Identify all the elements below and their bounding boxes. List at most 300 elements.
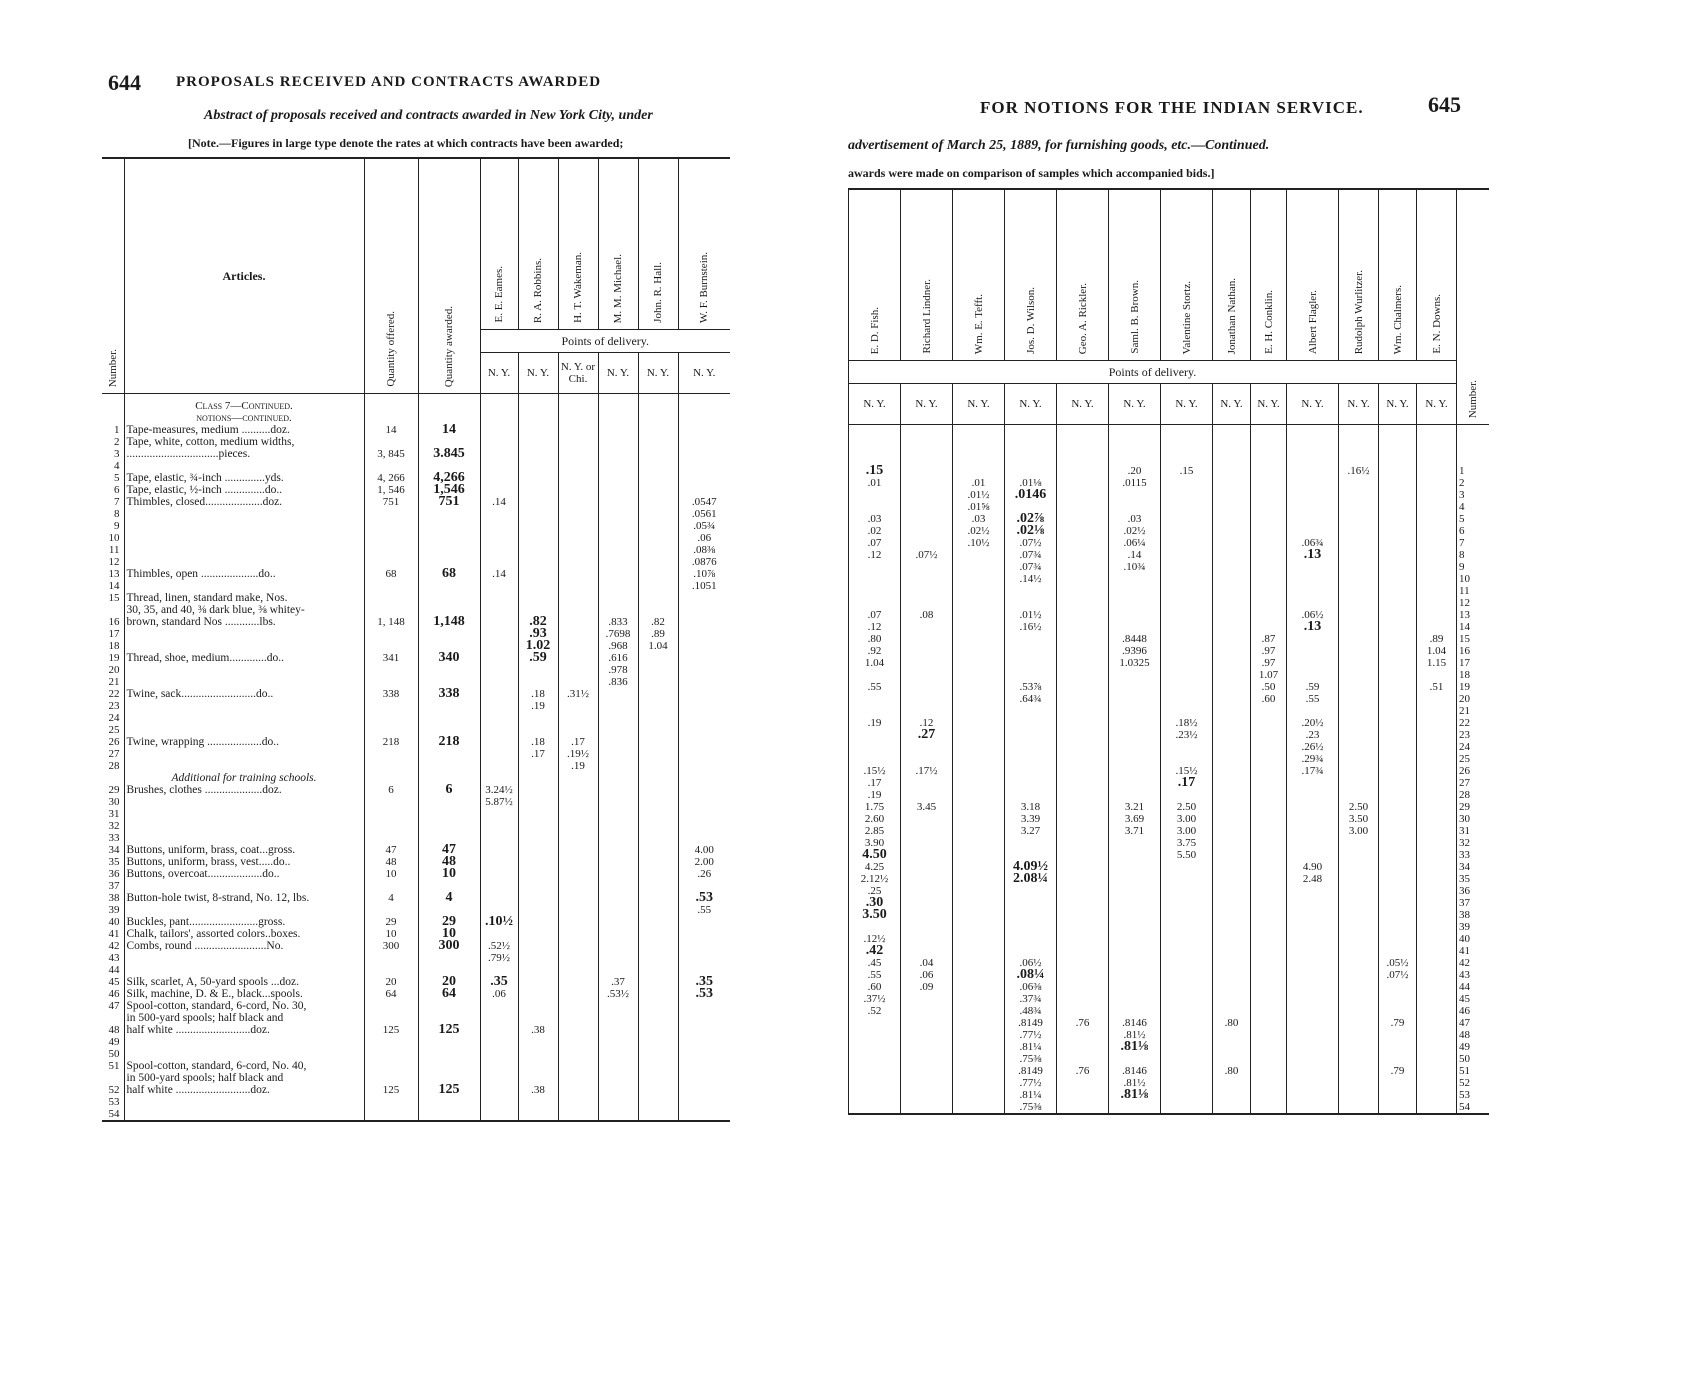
bid-cell: 3.27 <box>1005 825 1057 837</box>
bid-cell: .55 <box>849 681 901 693</box>
bid-cell <box>480 1096 518 1108</box>
bid-cell <box>558 868 598 880</box>
bid-cell <box>1057 609 1109 621</box>
article-name: Twine, wrapping ...................do.. <box>124 736 364 748</box>
table-row <box>102 964 730 976</box>
bid-cell <box>1251 513 1287 525</box>
bid-cell <box>1057 597 1109 609</box>
quantity-offered: 10 <box>364 928 418 940</box>
quantity-offered <box>364 604 418 616</box>
bid-cell <box>518 676 558 688</box>
bid-cell: .10½ <box>480 916 518 928</box>
row-number: 1 <box>102 424 124 436</box>
quantity-offered <box>364 640 418 652</box>
row-number: 15 <box>1457 633 1489 645</box>
bid-cell <box>1213 1077 1251 1089</box>
row-number: 9 <box>102 520 124 532</box>
table-row <box>849 873 1489 885</box>
bid-cell <box>953 753 1005 765</box>
bid-cell: 3.50 <box>1339 813 1379 825</box>
article-name <box>124 760 364 772</box>
bid-cell <box>849 669 901 681</box>
quantity-awarded <box>418 580 480 592</box>
bid-cell <box>678 1108 730 1121</box>
bid-cell <box>1417 957 1457 969</box>
bid-cell: .01½ <box>953 489 1005 501</box>
bid-cell: .14 <box>1109 549 1161 561</box>
bid-cell <box>1417 909 1457 921</box>
bid-cell: .08⅜ <box>678 544 730 556</box>
bid-cell <box>1339 585 1379 597</box>
row-number: 39 <box>1457 921 1489 933</box>
bid-cell <box>1379 777 1417 789</box>
bid-cell <box>518 724 558 736</box>
table-row <box>102 724 730 736</box>
bid-cell <box>638 1036 678 1048</box>
article-name: Button-hole twist, 8-strand, No. 12, lbs. <box>124 892 364 904</box>
row-number: 19 <box>1457 681 1489 693</box>
bid-cell <box>901 681 953 693</box>
bid-cell <box>1379 837 1417 849</box>
bid-cell <box>480 880 518 892</box>
bid-cell <box>1251 873 1287 885</box>
bid-cell <box>1287 957 1339 969</box>
row-number: 25 <box>1457 753 1489 765</box>
quantity-awarded: 68 <box>418 568 480 580</box>
bid-cell <box>901 1017 953 1029</box>
row-number: 28 <box>1457 789 1489 801</box>
row-number: 51 <box>1457 1065 1489 1077</box>
quantity-offered: 4, 266 <box>364 472 418 484</box>
bid-cell <box>953 981 1005 993</box>
bid-cell: .15½ <box>849 765 901 777</box>
table-row <box>849 933 1489 945</box>
row-number: 52 <box>1457 1077 1489 1089</box>
bid-cell <box>1339 993 1379 1005</box>
bid-cell <box>518 532 558 544</box>
bid-cell <box>678 676 730 688</box>
table-row <box>849 669 1489 681</box>
bid-cell <box>1057 885 1109 897</box>
bid-cell: .80 <box>1213 1065 1251 1077</box>
number-header: Number. <box>1457 189 1489 425</box>
bid-cell <box>1379 897 1417 909</box>
bidder-header: W. F. Burnstein. <box>678 158 730 330</box>
bid-cell <box>901 657 953 669</box>
bid-cell: .64¾ <box>1005 693 1057 705</box>
bid-cell <box>1161 537 1213 549</box>
table-row <box>102 664 730 676</box>
bid-cell <box>901 705 953 717</box>
bid-cell: .0876 <box>678 556 730 568</box>
table-row <box>102 868 730 880</box>
article-name <box>124 1096 364 1108</box>
bid-cell <box>1287 969 1339 981</box>
delivery-point-header: N. Y. <box>1005 384 1057 425</box>
bid-cell <box>518 484 558 496</box>
quantity-awarded: 10 <box>418 868 480 880</box>
bid-cell <box>953 945 1005 957</box>
table-row <box>849 597 1489 609</box>
bid-cell <box>1109 957 1161 969</box>
bid-cell <box>518 760 558 772</box>
table-row <box>849 501 1489 513</box>
bid-cell <box>1109 885 1161 897</box>
bid-cell <box>1417 801 1457 813</box>
bid-cell <box>1339 1041 1379 1053</box>
article-name: ................................pieces. <box>124 448 364 460</box>
bid-cell <box>1417 981 1457 993</box>
note: [Note.—Figures in large type denote the rates at which contracts have been awarded; <box>188 136 624 150</box>
bid-cell <box>1379 789 1417 801</box>
quantity-offered: 338 <box>364 688 418 700</box>
bid-cell <box>953 1029 1005 1041</box>
bid-cell <box>598 1108 638 1121</box>
bid-cell <box>1339 477 1379 489</box>
bid-cell <box>1287 705 1339 717</box>
quantity-awarded: 300 <box>418 940 480 952</box>
bid-cell: .52½ <box>480 940 518 952</box>
row-number: 40 <box>1457 933 1489 945</box>
bid-cell <box>1213 993 1251 1005</box>
bid-cell <box>1057 777 1109 789</box>
bid-cell: .79 <box>1379 1017 1417 1029</box>
table-row <box>849 945 1489 957</box>
bid-cell <box>901 741 953 753</box>
bid-cell: .12 <box>849 621 901 633</box>
bid-cell: 3.75 <box>1161 837 1213 849</box>
bid-cell <box>1287 1005 1339 1017</box>
row-number: 32 <box>1457 837 1489 849</box>
bid-cell <box>1339 693 1379 705</box>
bid-cell <box>1109 981 1161 993</box>
row-number: 26 <box>1457 765 1489 777</box>
bid-cell <box>518 964 558 976</box>
bid-cell <box>1213 729 1251 741</box>
row-number: 6 <box>102 484 124 496</box>
bid-cell <box>1339 933 1379 945</box>
bid-cell <box>1287 801 1339 813</box>
bid-cell: .29¾ <box>1287 753 1339 765</box>
table-row <box>102 1084 730 1096</box>
subtitle: Abstract of proposals received and contracts awarded in New York City, under <box>204 108 653 123</box>
bid-cell <box>1379 597 1417 609</box>
bid-cell <box>638 664 678 676</box>
row-number: 45 <box>1457 993 1489 1005</box>
bid-cell: 3.00 <box>1161 825 1213 837</box>
bidder-header: Wm. Chalmers. <box>1379 189 1417 361</box>
bid-cell <box>558 808 598 820</box>
quantity-awarded: 47 <box>418 844 480 856</box>
table-row <box>849 1029 1489 1041</box>
table-row <box>102 1096 730 1108</box>
bid-cell <box>1339 861 1379 873</box>
delivery-point-header: N. Y. or Chi. <box>558 353 598 394</box>
bid-cell <box>480 424 518 436</box>
bid-cell <box>1287 921 1339 933</box>
quantity-awarded <box>418 592 480 604</box>
bid-cell <box>518 988 558 1000</box>
quantity-offered <box>364 964 418 976</box>
bid-cell <box>678 640 730 652</box>
bid-cell: .25 <box>849 885 901 897</box>
table-row <box>102 640 730 652</box>
bid-cell: .35 <box>480 976 518 988</box>
bid-cell <box>1057 657 1109 669</box>
bid-cell <box>901 789 953 801</box>
article-name: in 500-yard spools; half black and <box>124 1072 364 1084</box>
article-name <box>124 556 364 568</box>
bid-cell <box>1213 693 1251 705</box>
table-row <box>849 993 1489 1005</box>
row-number: 21 <box>1457 705 1489 717</box>
bid-cell: 5.87½ <box>480 796 518 808</box>
bid-cell <box>598 856 638 868</box>
bid-cell <box>1213 465 1251 477</box>
bid-cell: 1.02 <box>518 640 558 652</box>
bid-cell <box>638 844 678 856</box>
bid-cell: .03 <box>953 513 1005 525</box>
table-row <box>849 477 1489 489</box>
bid-cell <box>1213 633 1251 645</box>
table-row <box>102 820 730 832</box>
quantity-offered <box>364 832 418 844</box>
bid-cell <box>678 436 730 448</box>
bid-cell <box>480 604 518 616</box>
bid-cell: .79 <box>1379 1065 1417 1077</box>
bid-cell <box>953 465 1005 477</box>
bid-cell <box>953 705 1005 717</box>
quantity-offered <box>364 952 418 964</box>
bid-cell <box>1251 909 1287 921</box>
bid-cell <box>1057 561 1109 573</box>
bid-cell: .08 <box>901 609 953 621</box>
bid-cell: 4.25 <box>849 861 901 873</box>
bid-cell <box>638 760 678 772</box>
bid-cell <box>1161 993 1213 1005</box>
bid-cell <box>1161 681 1213 693</box>
bid-cell <box>638 904 678 916</box>
bidder-header: Rudolph Wurlitzer. <box>1339 189 1379 361</box>
row-number: 7 <box>1457 537 1489 549</box>
bid-cell: .30 <box>849 897 901 909</box>
bid-cell <box>678 1024 730 1036</box>
bid-cell <box>1251 729 1287 741</box>
article-name <box>124 676 364 688</box>
row-number: 43 <box>1457 969 1489 981</box>
bid-cell: .81⅛ <box>1109 1041 1161 1053</box>
bid-cell <box>558 1096 598 1108</box>
bid-cell <box>1213 657 1251 669</box>
bid-cell <box>1339 669 1379 681</box>
bid-cell <box>1339 573 1379 585</box>
quantity-offered <box>364 796 418 808</box>
bid-cell <box>1339 765 1379 777</box>
bid-cell <box>1417 561 1457 573</box>
bid-cell <box>1287 909 1339 921</box>
bid-cell <box>558 460 598 472</box>
bid-cell <box>1339 561 1379 573</box>
bid-cell: 2.08¼ <box>1005 873 1057 885</box>
bid-cell <box>1161 585 1213 597</box>
table-row <box>849 1041 1489 1053</box>
delivery-point-header: N. Y. <box>1251 384 1287 425</box>
bid-cell <box>1213 777 1251 789</box>
bid-cell <box>1287 1053 1339 1065</box>
quantity-awarded: 4 <box>418 892 480 904</box>
bid-cell <box>480 820 518 832</box>
table-row <box>849 921 1489 933</box>
bid-cell <box>1109 945 1161 957</box>
bid-cell <box>678 628 730 640</box>
bid-cell: .81¼ <box>1005 1041 1057 1053</box>
bid-cell <box>598 712 638 724</box>
bid-cell <box>480 1012 518 1024</box>
bid-cell <box>1379 1077 1417 1089</box>
quantity-offered <box>364 628 418 640</box>
bid-cell <box>1417 933 1457 945</box>
bid-cell <box>1161 1041 1213 1053</box>
article-name <box>124 544 364 556</box>
row-number: 12 <box>102 556 124 568</box>
bid-cell <box>953 585 1005 597</box>
bid-cell <box>901 1005 953 1017</box>
bid-cell <box>1251 897 1287 909</box>
bid-cell: .60 <box>849 981 901 993</box>
bid-cell <box>598 808 638 820</box>
bid-cell <box>1109 849 1161 861</box>
bid-cell <box>678 1060 730 1072</box>
bid-cell: .10½ <box>953 537 1005 549</box>
bid-cell <box>480 1108 518 1121</box>
bid-cell <box>1339 789 1379 801</box>
delivery-point-header: N. Y. <box>1213 384 1251 425</box>
bid-cell <box>518 952 558 964</box>
table-row <box>849 909 1489 921</box>
bid-cell <box>1287 933 1339 945</box>
bid-cell <box>1109 789 1161 801</box>
bid-cell: 3.24½ <box>480 784 518 796</box>
bid-cell <box>638 772 678 784</box>
bid-cell: 2.12½ <box>849 873 901 885</box>
row-number: 34 <box>1457 861 1489 873</box>
bid-cell <box>1213 1053 1251 1065</box>
quantity-offered <box>364 592 418 604</box>
bid-cell: .8149 <box>1005 1065 1057 1077</box>
bid-cell: .89 <box>1417 633 1457 645</box>
bid-cell <box>1417 549 1457 561</box>
bid-cell <box>1161 909 1213 921</box>
bid-cell <box>480 1072 518 1084</box>
row-number: 23 <box>102 700 124 712</box>
article-name <box>124 820 364 832</box>
quantity-offered: 20 <box>364 976 418 988</box>
bid-cell: .14 <box>480 568 518 580</box>
bid-cell <box>901 621 953 633</box>
bid-cell <box>1161 741 1213 753</box>
bid-cell <box>953 993 1005 1005</box>
bid-cell <box>953 933 1005 945</box>
bidder-header: M. M. Michael. <box>598 158 638 330</box>
table-row <box>102 520 730 532</box>
row-number: 17 <box>102 628 124 640</box>
row-number: 32 <box>102 820 124 832</box>
bid-cell <box>558 1000 598 1012</box>
bid-cell <box>1161 705 1213 717</box>
bid-cell: .37½ <box>849 993 901 1005</box>
bid-cell: .8146 <box>1109 1065 1161 1077</box>
bid-cell <box>901 573 953 585</box>
table-row <box>849 681 1489 693</box>
bid-cell <box>1339 489 1379 501</box>
table-row <box>849 465 1489 477</box>
bid-cell <box>953 885 1005 897</box>
table-row <box>849 705 1489 717</box>
bid-cell <box>1287 525 1339 537</box>
table-row <box>849 729 1489 741</box>
bid-cell <box>518 472 558 484</box>
bid-cell <box>638 688 678 700</box>
bid-cell <box>1339 849 1379 861</box>
bid-cell <box>518 856 558 868</box>
bid-cell <box>598 952 638 964</box>
bid-cell <box>518 784 558 796</box>
bid-cell <box>598 496 638 508</box>
bid-cell <box>558 532 598 544</box>
article-name: Spool-cotton, standard, 6-cord, No. 30, <box>124 1000 364 1012</box>
bid-cell <box>1379 861 1417 873</box>
article-name: Brushes, clothes ....................doz. <box>124 784 364 796</box>
bid-cell <box>901 561 953 573</box>
bid-cell <box>1213 981 1251 993</box>
quantity-awarded <box>418 532 480 544</box>
bid-cell <box>953 909 1005 921</box>
row-number <box>102 1072 124 1084</box>
bid-cell <box>1213 561 1251 573</box>
bid-cell <box>598 1060 638 1072</box>
bid-cell <box>1339 981 1379 993</box>
bid-cell <box>849 693 901 705</box>
row-number: 8 <box>1457 549 1489 561</box>
bid-cell <box>1287 657 1339 669</box>
bid-cell <box>480 532 518 544</box>
bid-cell <box>1057 753 1109 765</box>
bid-cell <box>1251 837 1287 849</box>
article-name <box>124 1048 364 1060</box>
bid-cell <box>953 1101 1005 1114</box>
bid-cell <box>1379 489 1417 501</box>
bid-cell <box>1161 1101 1213 1114</box>
table-row <box>102 460 730 472</box>
bid-cell <box>1057 909 1109 921</box>
table-row <box>102 892 730 904</box>
table-row <box>849 753 1489 765</box>
bid-cell <box>1251 489 1287 501</box>
bid-cell: .01½ <box>1005 609 1057 621</box>
table-row <box>102 808 730 820</box>
bid-cell <box>1339 969 1379 981</box>
bid-cell <box>1109 597 1161 609</box>
bid-cell: .81½ <box>1109 1077 1161 1089</box>
bid-cell <box>558 604 598 616</box>
bid-cell: .97 <box>1251 657 1287 669</box>
bid-cell: 3.71 <box>1109 825 1161 837</box>
quantity-awarded <box>418 1000 480 1012</box>
table-row <box>102 472 730 484</box>
bid-cell <box>638 604 678 616</box>
bid-cell <box>1251 861 1287 873</box>
bid-cell <box>1161 1029 1213 1041</box>
